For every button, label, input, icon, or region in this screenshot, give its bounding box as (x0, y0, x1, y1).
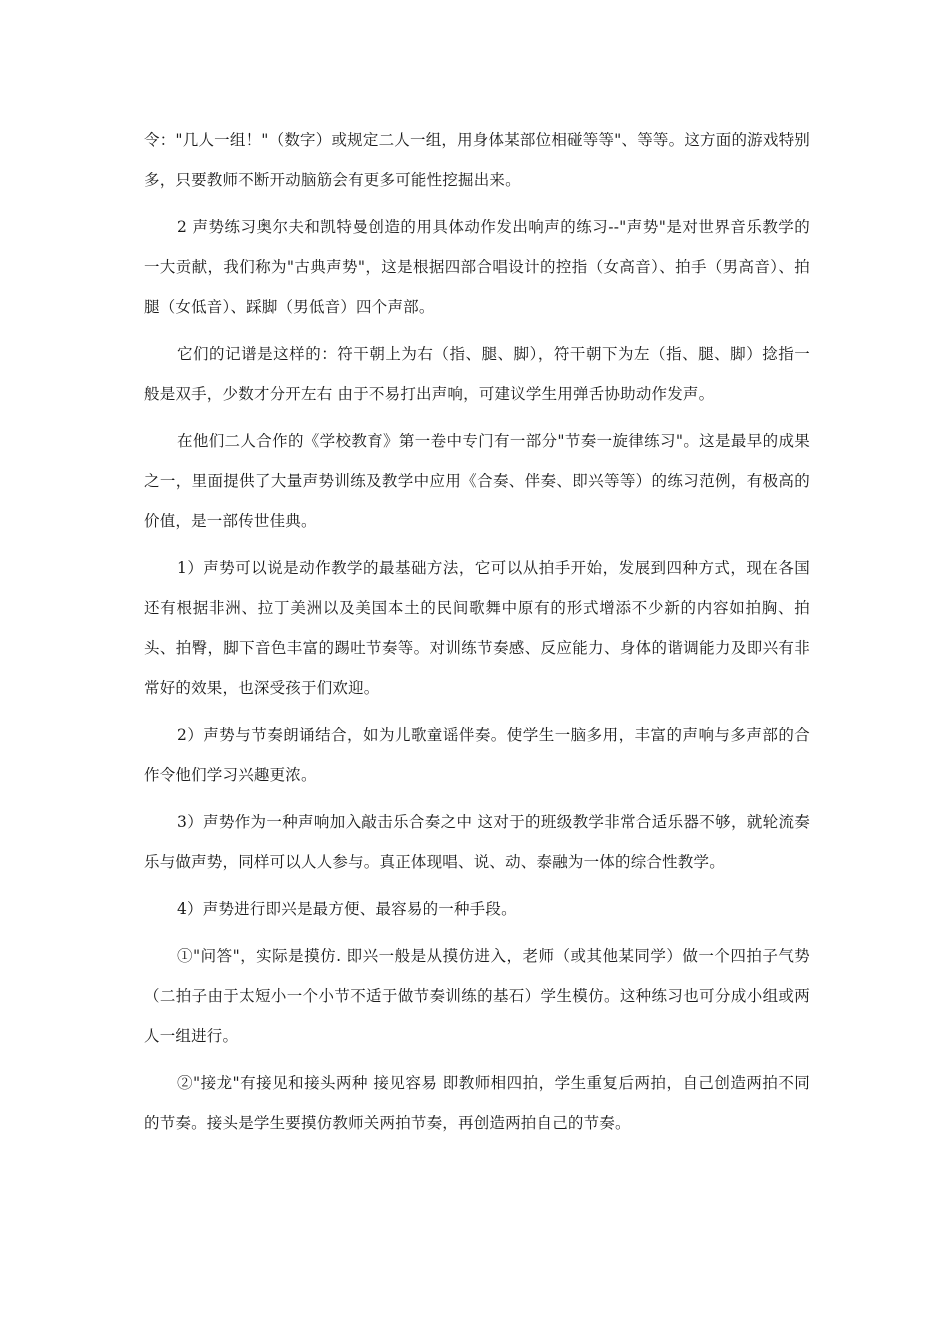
paragraph-point-3: 3）声势作为一种声响加入敲击乐合奏之中 这对于的班级教学非常合适乐器不够，就轮流奏乐与做声势，同样可以人人参与。真正体现唱、说、动、泰融为一体的综合性教学。 (144, 813, 810, 871)
paragraph-relay: ②"接龙"有接见和接头两种 接见容易 即教师相四拍，学生重复后两拍，自己创造两拍不同的节奏。接头是学生要摸仿教师关两拍节奏，再创造两拍自己的节奏。 (144, 1074, 810, 1132)
paragraph-question-answer: ①"问答"，实际是摸仿. 即兴一般是从摸仿进入，老师（或其他某同学）做一个四拍子气势（二拍子由于太短小一个小节不适于做节奏训练的基石）学生模仿。这种练习也可分成小组或两人一组进行。 (144, 947, 810, 1045)
paragraph-school-education: 在他们二人合作的《学校教育》第一卷中专门有一部分"节奏一旋律练习"。这是最早的成果之一，里面提供了大量声势训练及教学中应用《合奏、伴奏、即兴等等）的练习范例，有极高的价值，是一部传世佳典。 (144, 432, 810, 530)
paragraph-body-percussion-intro: 2 声势练习奥尔夫和凯特曼创造的用具体动作发出响声的练习--"声势"是对世界音乐教学的一大贡献，我们称为"古典声势"，这是根据四部合唱设计的控指（女高音）、拍手（男高音）、拍腿（女低音）、踩脚（男低音）四个声部。 (144, 218, 810, 316)
paragraph-point-4: 4）声势进行即兴是最方便、最容易的一种手段。 (177, 900, 517, 918)
paragraph-game-continuation: 令："几人一组！"（数字）或规定二人一组，用身体某部位相碰等等"、等等。这方面的游戏特别多，只要教师不断开动脑筋会有更多可能性挖掘出来。 (144, 131, 810, 189)
paragraph-point-2: 2）声势与节奏朗诵结合，如为儿歌童谣伴奏。使学生一脑多用，丰富的声响与多声部的合作令他们学习兴趣更浓。 (144, 726, 810, 784)
paragraph-point-1: 1）声势可以说是动作教学的最基础方法，它可以从拍手开始，发展到四种方式，现在各国还有根据非洲、拉丁美洲以及美国本土的民间歌舞中原有的形式增添不少新的内容如拍胸、拍头、拍臀，脚下音色丰富的踢吐节奏等。对训练节奏感、反应能力、身体的谐调能力及即兴有非常好的效果，也深受孩于们欢迎。 (144, 559, 810, 697)
document-page (144, 120, 810, 1150)
paragraph-notation: 它们的记谱是这样的：符干朝上为右（指、腿、脚），符干朝下为左（指、腿、脚）捻指一般是双手，少数才分开左右 由于不易打出声响，可建议学生用弹舌协助动作发声。 (144, 345, 810, 403)
